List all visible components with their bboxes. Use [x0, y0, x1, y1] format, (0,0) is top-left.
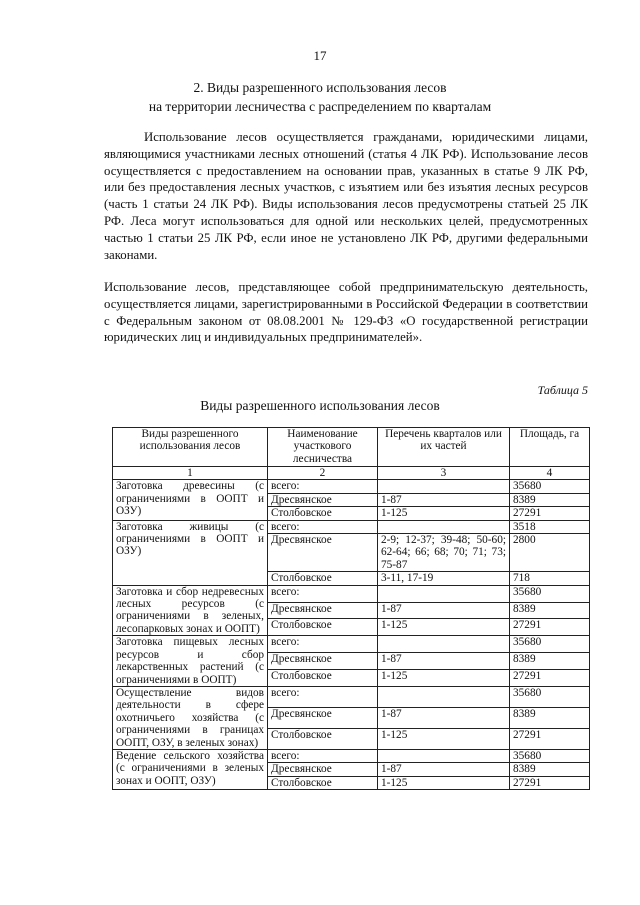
cell-area: 8389	[510, 653, 590, 670]
cell-forestry: всего:	[268, 480, 378, 493]
header-quarters: Перечень кварталов или их частей	[378, 428, 510, 467]
table-title: Виды разрешенного использования лесов	[200, 398, 440, 413]
table-row	[113, 585, 590, 602]
cell-area: 718	[510, 572, 590, 585]
cell-area: 27291	[510, 670, 590, 687]
section-heading	[0, 78, 640, 116]
header-area: Площадь, га	[510, 428, 590, 467]
cell-area: 35680	[510, 480, 590, 493]
cell-quarters: 1-87	[378, 707, 510, 728]
cell-forestry: Столбовское	[268, 507, 378, 520]
col-number-2: 2	[268, 467, 378, 480]
cell-quarters: 3-11, 17-19	[378, 572, 510, 585]
cell-forestry: Дресвянское	[268, 653, 378, 670]
table-row	[113, 636, 590, 653]
cell-forestry: всего:	[268, 749, 378, 762]
table-row	[113, 686, 590, 707]
table-label: Таблица 5	[537, 383, 588, 397]
table-row	[113, 520, 590, 533]
cell-quarters	[378, 585, 510, 602]
cell-area: 27291	[510, 776, 590, 789]
heading-line-1: 2. Виды разрешенного использования лесов	[193, 80, 447, 95]
cell-area: 8389	[510, 763, 590, 776]
cell-forestry: Столбовское	[268, 572, 378, 585]
cell-forestry: Столбовское	[268, 670, 378, 687]
cell-forestry: Дресвянское	[268, 707, 378, 728]
cell-area: 2800	[510, 534, 590, 572]
table-row	[113, 480, 590, 493]
cell-forestry: Дресвянское	[268, 493, 378, 506]
cell-forestry: Дресвянское	[268, 602, 378, 619]
cell-area: 27291	[510, 728, 590, 749]
cell-quarters	[378, 520, 510, 533]
header-use-type: Виды разрешенного использования лесов	[113, 428, 268, 467]
cell-quarters: 1-125	[378, 776, 510, 789]
cell-forestry: Столбовское	[268, 728, 378, 749]
cell-quarters: 1-125	[378, 507, 510, 520]
cell-quarters	[378, 480, 510, 493]
cell-use-type: Заготовка пищевых лесных ресурсов и сбор лекарственных растений (с ограничениями в ООПТ)	[113, 636, 268, 687]
cell-area: 27291	[510, 619, 590, 636]
col-number-1: 1	[113, 467, 268, 480]
cell-area: 35680	[510, 749, 590, 762]
cell-use-type: Осуществление видов деятельности в сфере охотничьего хозяйства (с ограничениями в границах ООПТ, ОЗУ, в зеленых зонах)	[113, 686, 268, 749]
cell-use-type: Ведение сельского хозяйства (с ограничениями в зеленых зонах и ООПТ, ОЗУ)	[113, 749, 268, 789]
cell-forestry: всего:	[268, 585, 378, 602]
page-number: 17	[313, 48, 327, 63]
cell-use-type: Заготовка и сбор недревесных лесных ресурсов (с ограничениями в зеленых, лесопарковых зонах и ООПТ)	[113, 585, 268, 636]
header-forestry: Наименование участкового лесничества	[268, 428, 378, 467]
cell-quarters: 1-125	[378, 619, 510, 636]
cell-quarters	[378, 636, 510, 653]
cell-area: 35680	[510, 636, 590, 653]
cell-forestry: Столбовское	[268, 776, 378, 789]
table-header-row	[113, 428, 590, 467]
cell-use-type: Заготовка древесины (с ограничениями в ООПТ и ОЗУ)	[113, 480, 268, 520]
cell-area: 3518	[510, 520, 590, 533]
cell-forestry: Столбовское	[268, 619, 378, 636]
paragraph-1: Использование лесов осуществляется гражданами, юридическими лицами, являющимися участниками лесных отношений (статья 4 ЛК РФ). Использование лесов осуществляется с предоставлением на основании прав, указанных в статье 9 ЛК РФ, или без предоставления лесных участков, с изъятием или без изъятия лесных ресурсов (часть 1 статьи 24 ЛК РФ). Виды использования лесов предусмотрены статьей 25 ЛК РФ. Леса могут использоваться для одной или нескольких целей, предусмотренных частью 1 статьи 25 ЛК РФ, если иное не установлено ЛК РФ, другими федеральными законами.	[104, 130, 588, 262]
cell-area: 8389	[510, 707, 590, 728]
cell-quarters: 1-87	[378, 653, 510, 670]
col-number-3: 3	[378, 467, 510, 480]
cell-forestry: всего:	[268, 636, 378, 653]
heading-line-2: на территории лесничества с распределением по кварталам	[148, 99, 492, 114]
cell-quarters: 1-87	[378, 602, 510, 619]
cell-quarters: 1-87	[378, 763, 510, 776]
cell-forestry: всего:	[268, 520, 378, 533]
column-number-row	[113, 467, 590, 480]
cell-quarters	[378, 686, 510, 707]
cell-area: 35680	[510, 686, 590, 707]
cell-quarters: 1-87	[378, 493, 510, 506]
cell-area: 27291	[510, 507, 590, 520]
cell-area: 8389	[510, 602, 590, 619]
cell-quarters: 1-125	[378, 728, 510, 749]
col-number-4: 4	[510, 467, 590, 480]
cell-use-type: Заготовка живицы (с ограничениями в ООПТ и ОЗУ)	[113, 520, 268, 585]
cell-forestry: Дресвянское	[268, 534, 378, 572]
paragraph-2: Использование лесов, представляющее собой предпринимательскую деятельность, осуществляется лицами, зарегистрированными в Российской Федерации в соответствии с Федеральным законом от 08.08.2001 № 129-ФЗ «О государственной регистрации юридических лиц и индивидуальных предпринимателей».	[104, 280, 588, 345]
cell-area: 35680	[510, 585, 590, 602]
forest-use-table	[112, 427, 590, 790]
cell-quarters	[378, 749, 510, 762]
cell-forestry: Дресвянское	[268, 763, 378, 776]
cell-area: 8389	[510, 493, 590, 506]
cell-quarters: 1-125	[378, 670, 510, 687]
cell-quarters: 2-9; 12-37; 39-48; 50-60; 62-64; 66; 68; 70; 71; 73; 75-87	[378, 534, 510, 572]
cell-forestry: всего:	[268, 686, 378, 707]
table-row	[113, 749, 590, 762]
